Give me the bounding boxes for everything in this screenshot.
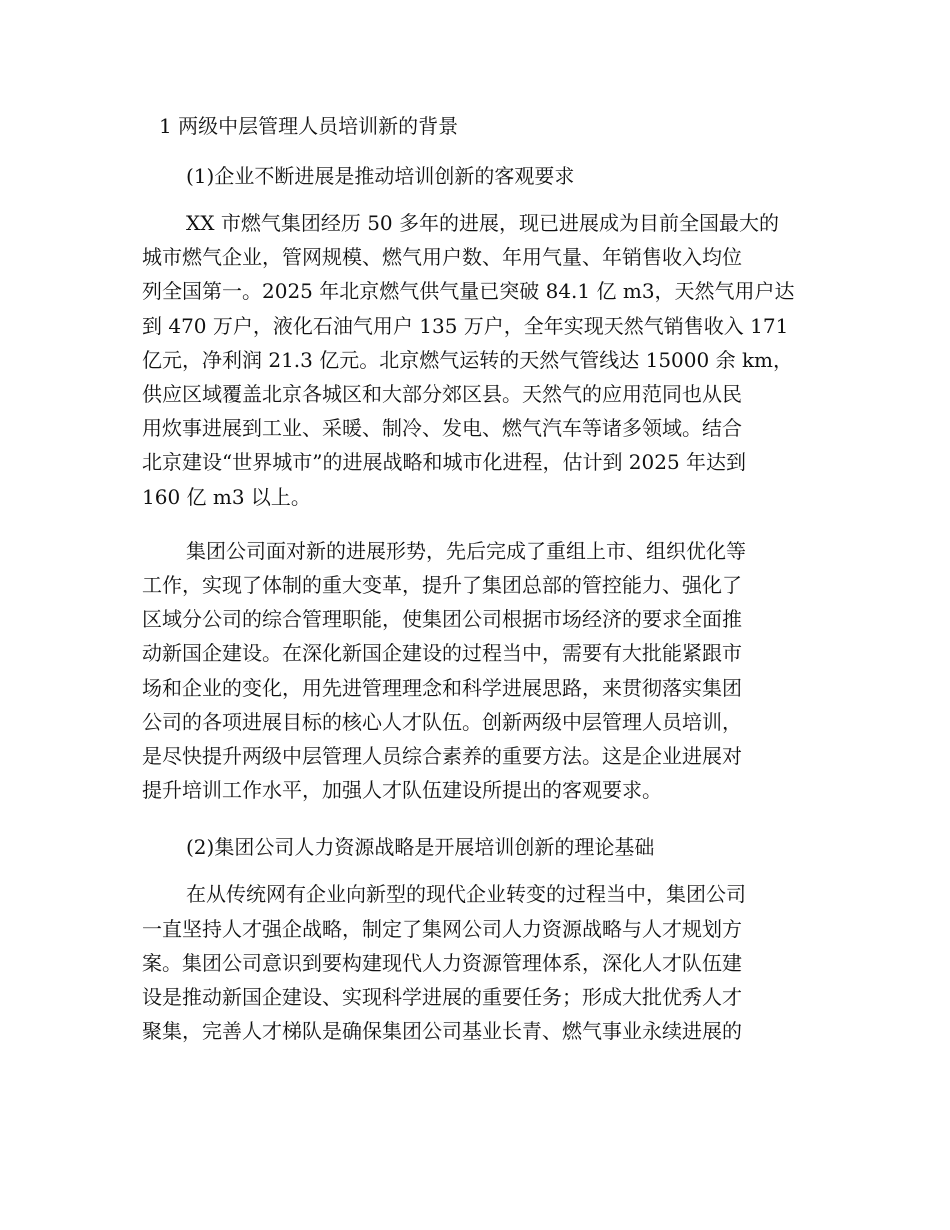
paragraph-line: 聚集，完善人才梯队是确保集团公司基业长青、燃气事业永续进展的 (142, 1019, 742, 1044)
paragraph-line: 设是推动新国企建设、实现科学进展的重要任务；形成大批优秀人才 (142, 985, 742, 1010)
paragraph-line: XX 市燃气集团经历 50 多年的进展，现已进展成为目前全国最大的 (186, 211, 779, 235)
paragraph-line: 案。集团公司意识到要构建现代人力资源管理体系，深化人才队伍建 (142, 950, 742, 975)
paragraph-line: 工作，实现了体制的重大变革，提升了集团总部的管控能力、强化了 (142, 573, 742, 598)
paragraph-line: 一直坚持人才强企战略，制定了集网公司人力资源战略与人才规划方 (142, 916, 742, 941)
paragraph-line: 城市燃气企业，管网规模、燃气用户数、年用气量、年销售收入均位 (142, 245, 742, 270)
paragraph-1 (142, 206, 810, 514)
paragraph-line: 在从传统网有企业向新型的现代企业转变的过程当中，集团公司 (186, 882, 746, 907)
paragraph-line: 到 470 万户，液化石油气用户 135 万户，全年实现天然气销售收入 171 (142, 313, 789, 338)
paragraph-line: 区域分公司的综合管理职能，使集团公司根据市场经济的要求全面推 (142, 607, 742, 632)
paragraph-2 (142, 534, 810, 808)
paragraph-line: 用炊事进展到工业、采暖、制冷、发电、燃气汽车等诸多领域。结合 (142, 416, 742, 441)
paragraph-line: 集团公司面对新的进展形势，先后完成了重组上市、组织优化等 (186, 538, 746, 563)
paragraph-line: 提升培训工作水平，加强人才队伍建设所提出的客观要求。 (142, 778, 662, 803)
subsection-heading-1: (1)企业不断进展是推动培训创新的客观要求 (186, 164, 575, 188)
paragraph-line: 北京建设“世界城市”的进展战略和城市化进程，估计到 2025 年达到 (142, 450, 747, 475)
paragraph-line: 亿元，净利润 21.3 亿元。北京燃气运转的天然气管线达 15000 余 km， (142, 347, 794, 372)
subsection-heading-2: (2)集团公司人力资源战略是开展培训创新的理论基础 (186, 835, 655, 860)
paragraph-line: 场和企业的变化，用先进管理理念和科学进展思路，来贯彻落实集团 (142, 675, 742, 700)
paragraph-line: 公司的各项进展目标的核心人才队伍。创新两级中层管理人员培训， (142, 709, 742, 734)
document-page (142, 106, 810, 1068)
paragraph-3 (142, 877, 810, 1048)
paragraph-line: 160 亿 m3 以上。 (142, 484, 311, 509)
paragraph-line: 是尽快提升两级中层管理人员综合素养的重要方法。这是企业进展对 (142, 744, 742, 769)
paragraph-line: 动新国企建设。在深化新国企建设的过程当中，需要有大批能紧跟市 (142, 641, 742, 666)
section-heading: 1 两级中层管理人员培训新的背景 (159, 114, 459, 138)
paragraph-line: 列全国第一。2025 年北京燃气供气量已突破 84.1 亿 m3，天然气用户达 (142, 279, 795, 304)
paragraph-line: 供应区域覆盖北京各城区和大部分郊区县。天然气的应用范同也从民 (142, 382, 742, 407)
